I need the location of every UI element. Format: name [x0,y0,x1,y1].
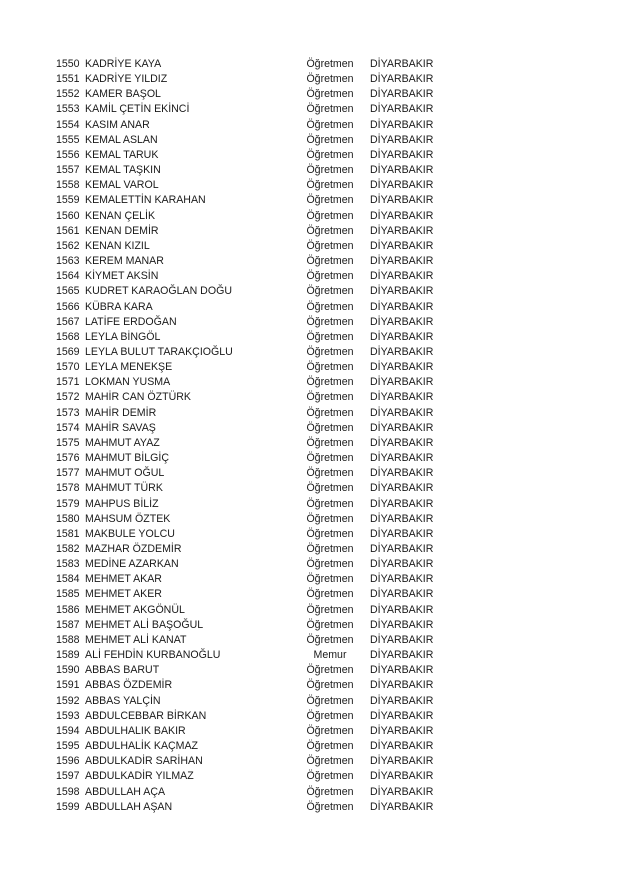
job-title: Öğretmen [306,618,354,631]
row-number: 1551 [56,73,80,86]
job-title: Öğretmen [306,391,354,404]
row-number: 1589 [56,649,80,662]
job-title: Öğretmen [306,164,354,177]
job-title: Öğretmen [306,406,354,419]
row-number: 1572 [56,391,80,404]
city-name: DİYARBAKIR [370,345,434,358]
city-name: DİYARBAKIR [370,694,434,707]
person-name: MEHMET AKER [85,588,162,601]
person-name: KUDRET KARAOĞLAN DOĞU [85,285,232,298]
city-name: DİYARBAKIR [370,133,434,146]
list-item [0,118,620,133]
person-name: KİYMET AKSİN [85,270,159,283]
row-number: 1560 [56,209,80,222]
list-item [0,315,620,330]
list-item [0,587,620,602]
row-number: 1574 [56,421,80,434]
list-item [0,239,620,254]
person-name: MAHPUS BİLİZ [85,497,159,510]
person-name: KEMALETTİN KARAHAN [85,194,206,207]
job-title: Öğretmen [306,255,354,268]
city-name: DİYARBAKIR [370,224,434,237]
person-name: ABDULLAH AÇA [85,785,166,798]
job-title: Öğretmen [306,770,354,783]
row-number: 1573 [56,406,80,419]
job-title: Öğretmen [306,633,354,646]
list-item [0,557,620,572]
person-name: ABDULKADİR SARİHAN [85,755,203,768]
list-item [0,618,620,633]
job-title: Öğretmen [306,467,354,480]
job-title: Öğretmen [306,482,354,495]
row-number: 1567 [56,315,80,328]
row-number: 1583 [56,558,80,571]
row-number: 1586 [56,603,80,616]
city-name: DİYARBAKIR [370,179,434,192]
list-item [0,527,620,542]
person-name: ALİ FEHDİN KURBANOĞLU [85,649,221,662]
row-number: 1557 [56,164,80,177]
person-name: KENAN DEMİR [85,224,159,237]
list-item [0,451,620,466]
person-name: ABDULLAH AŞAN [85,800,173,813]
person-name: MAHİR CAN ÖZTÜRK [85,391,191,404]
list-item [0,497,620,512]
row-number: 1570 [56,361,80,374]
city-name: DİYARBAKIR [370,588,434,601]
row-number: 1587 [56,618,80,631]
list-item [0,603,620,618]
person-name: ABDULKADİR YILMAZ [85,770,194,783]
person-name: LEYLA MENEKŞE [85,361,173,374]
list-item [0,421,620,436]
job-title: Öğretmen [306,709,354,722]
person-name: MAZHAR ÖZDEMİR [85,543,182,555]
list-item [0,209,620,224]
city-name: DİYARBAKIR [370,148,434,161]
list-item [0,542,620,557]
row-number: 1578 [56,482,80,495]
city-name: DİYARBAKIR [370,239,434,252]
person-name: MAHİR DEMİR [85,406,157,419]
person-name: MEHMET AKAR [85,573,162,586]
job-title: Öğretmen [306,58,354,70]
city-name: DİYARBAKIR [370,391,434,404]
job-title: Öğretmen [306,239,354,252]
city-name: DİYARBAKIR [370,452,434,465]
list-item [0,436,620,451]
job-title: Öğretmen [306,194,354,207]
job-title: Öğretmen [306,694,354,707]
person-name: MEHMET AKGÖNÜL [85,603,185,616]
person-name: ABBAS YALÇİN [85,694,161,707]
row-number: 1599 [56,800,80,813]
city-name: DİYARBAKIR [370,512,434,525]
city-name: DİYARBAKIR [370,164,434,177]
row-number: 1593 [56,709,80,722]
job-title: Öğretmen [306,376,354,389]
job-title: Öğretmen [306,724,354,737]
row-number: 1569 [56,345,80,358]
city-name: DİYARBAKIR [370,543,434,555]
list-item [0,345,620,360]
person-name: KAMER BAŞOL [85,88,161,101]
list-item [0,754,620,769]
city-name: DİYARBAKIR [370,421,434,434]
row-number: 1566 [56,300,80,313]
row-number: 1550 [56,58,80,70]
list-item [0,785,620,800]
job-title: Öğretmen [306,785,354,798]
job-title: Öğretmen [306,270,354,283]
row-number: 1554 [56,118,80,131]
city-name: DİYARBAKIR [370,740,434,753]
person-name: ABDULHALİK KAÇMAZ [85,740,199,753]
job-title: Öğretmen [306,345,354,358]
row-number: 1571 [56,376,80,389]
list-item [0,133,620,148]
person-name: MAHMUT BİLGİÇ [85,452,169,465]
list-item [0,102,620,117]
city-name: DİYARBAKIR [370,527,434,540]
job-title: Öğretmen [306,603,354,616]
list-item [0,648,620,663]
person-name: ABDULHALIK BAKIR [85,724,186,737]
city-name: DİYARBAKIR [370,664,434,677]
city-name: DİYARBAKIR [370,618,434,631]
city-name: DİYARBAKIR [370,88,434,101]
list-item [0,633,620,648]
list-item [0,709,620,724]
city-name: DİYARBAKIR [370,118,434,131]
row-number: 1576 [56,452,80,465]
job-title: Öğretmen [306,512,354,525]
row-number: 1559 [56,194,80,207]
list-item [0,512,620,527]
list-item [0,466,620,481]
job-title: Öğretmen [306,800,354,813]
list-item [0,390,620,405]
row-number: 1552 [56,88,80,101]
job-title: Öğretmen [306,527,354,540]
person-name: KADRİYE KAYA [85,58,162,70]
person-name: KEMAL TARUK [85,148,159,161]
list-item [0,769,620,784]
city-name: DİYARBAKIR [370,58,434,70]
list-item [0,481,620,496]
job-title: Öğretmen [306,148,354,161]
job-title: Öğretmen [306,543,354,555]
list-item [0,330,620,345]
person-name: KEMAL ASLAN [85,133,158,146]
list-item [0,72,620,87]
city-name: DİYARBAKIR [370,770,434,783]
row-number: 1591 [56,679,80,692]
job-title: Öğretmen [306,361,354,374]
row-number: 1568 [56,330,80,343]
job-title: Öğretmen [306,179,354,192]
person-name: KÜBRA KARA [85,300,153,313]
person-name: KENAN ÇELİK [85,209,156,222]
job-title: Öğretmen [306,88,354,101]
job-title: Öğretmen [306,224,354,237]
list-item [0,148,620,163]
list-item [0,800,620,815]
row-number: 1579 [56,497,80,510]
job-title: Öğretmen [306,558,354,571]
list-item [0,739,620,754]
row-number: 1553 [56,103,80,116]
row-number: 1561 [56,224,80,237]
city-name: DİYARBAKIR [370,270,434,283]
row-number: 1565 [56,285,80,298]
person-name: KENAN KIZIL [85,239,150,252]
row-number: 1594 [56,724,80,737]
city-name: DİYARBAKIR [370,103,434,116]
job-title: Öğretmen [306,285,354,298]
person-name: LOKMAN YUSMA [85,376,171,389]
row-number: 1558 [56,179,80,192]
job-title: Öğretmen [306,118,354,131]
city-name: DİYARBAKIR [370,406,434,419]
job-title: Öğretmen [306,421,354,434]
row-number: 1597 [56,770,80,783]
row-number: 1581 [56,527,80,540]
row-number: 1598 [56,785,80,798]
city-name: DİYARBAKIR [370,436,434,449]
row-number: 1564 [56,270,80,283]
city-name: DİYARBAKIR [370,315,434,328]
person-name: MAHMUT AYAZ [85,436,160,449]
job-title: Öğretmen [306,73,354,86]
person-name: KASIM ANAR [85,118,150,131]
row-number: 1585 [56,588,80,601]
city-name: DİYARBAKIR [370,361,434,374]
person-name: MAHMUT OĞUL [85,467,165,480]
list-item [0,572,620,587]
job-title: Öğretmen [306,315,354,328]
city-name: DİYARBAKIR [370,649,434,662]
row-number: 1588 [56,633,80,646]
city-name: DİYARBAKIR [370,800,434,813]
job-title: Öğretmen [306,209,354,222]
list-item [0,724,620,739]
person-name: MEHMET ALİ BAŞOĞUL [85,618,204,631]
city-name: DİYARBAKIR [370,285,434,298]
person-name: MAHİR SAVAŞ [85,421,156,434]
list-item [0,163,620,178]
city-name: DİYARBAKIR [370,724,434,737]
city-name: DİYARBAKIR [370,497,434,510]
job-title: Öğretmen [306,436,354,449]
city-name: DİYARBAKIR [370,785,434,798]
city-name: DİYARBAKIR [370,558,434,571]
person-name: LEYLA BULUT TARAKÇIOĞLU [85,345,233,358]
city-name: DİYARBAKIR [370,573,434,586]
list-item [0,406,620,421]
city-name: DİYARBAKIR [370,633,434,646]
city-name: DİYARBAKIR [370,194,434,207]
person-name: LATİFE ERDOĞAN [85,315,177,328]
person-name: MAHMUT TÜRK [85,482,163,495]
row-number: 1563 [56,255,80,268]
list-item [0,663,620,678]
row-number: 1575 [56,436,80,449]
person-name: ABBAS BARUT [85,664,160,677]
row-number: 1555 [56,133,80,146]
person-name: KEMAL VAROL [85,179,159,192]
job-title: Öğretmen [306,664,354,677]
person-name: MAKBULE YOLCU [85,527,175,540]
job-title: Öğretmen [306,573,354,586]
person-name: KEREM MANAR [85,255,164,268]
person-name: KEMAL TAŞKIN [85,164,161,177]
city-name: DİYARBAKIR [370,376,434,389]
person-name: MEHMET ALİ KANAT [85,633,187,646]
list-item [0,360,620,375]
row-number: 1556 [56,148,80,161]
list-item [0,375,620,390]
job-title: Öğretmen [306,497,354,510]
city-name: DİYARBAKIR [370,209,434,222]
list-item [0,178,620,193]
city-name: DİYARBAKIR [370,255,434,268]
list-item [0,87,620,102]
list-item [0,284,620,299]
list-item [0,694,620,709]
row-number: 1580 [56,512,80,525]
row-number: 1584 [56,573,80,586]
job-title: Öğretmen [306,740,354,753]
list-item [0,254,620,269]
city-name: DİYARBAKIR [370,482,434,495]
row-number: 1596 [56,755,80,768]
person-name: KADRİYE YILDIZ [85,73,168,86]
personnel-list [0,57,620,815]
row-number: 1595 [56,740,80,753]
job-title: Öğretmen [306,300,354,313]
person-name: ABDULCEBBAR BİRKAN [85,709,207,722]
row-number: 1590 [56,664,80,677]
city-name: DİYARBAKIR [370,300,434,313]
person-name: LEYLA BİNGÖL [85,330,161,343]
city-name: DİYARBAKIR [370,467,434,480]
job-title: Öğretmen [306,133,354,146]
person-name: KAMİL ÇETİN EKİNCİ [85,103,190,116]
job-title: Öğretmen [306,679,354,692]
person-name: MEDİNE AZARKAN [85,558,179,571]
city-name: DİYARBAKIR [370,603,434,616]
row-number: 1592 [56,694,80,707]
job-title: Öğretmen [306,103,354,116]
person-name: MAHSUM ÖZTEK [85,512,171,525]
list-item [0,57,620,72]
job-title: Öğretmen [306,755,354,768]
list-item [0,193,620,208]
list-item [0,300,620,315]
row-number: 1582 [56,543,80,555]
list-item [0,678,620,693]
city-name: DİYARBAKIR [370,330,434,343]
row-number: 1577 [56,467,80,480]
person-name: ABBAS ÖZDEMİR [85,679,173,692]
list-item [0,269,620,284]
job-title: Öğretmen [306,452,354,465]
city-name: DİYARBAKIR [370,73,434,86]
job-title: Öğretmen [306,330,354,343]
row-number: 1562 [56,239,80,252]
city-name: DİYARBAKIR [370,679,434,692]
city-name: DİYARBAKIR [370,755,434,768]
job-title: Memur [313,649,347,662]
city-name: DİYARBAKIR [370,709,434,722]
list-item [0,224,620,239]
job-title: Öğretmen [306,588,354,601]
